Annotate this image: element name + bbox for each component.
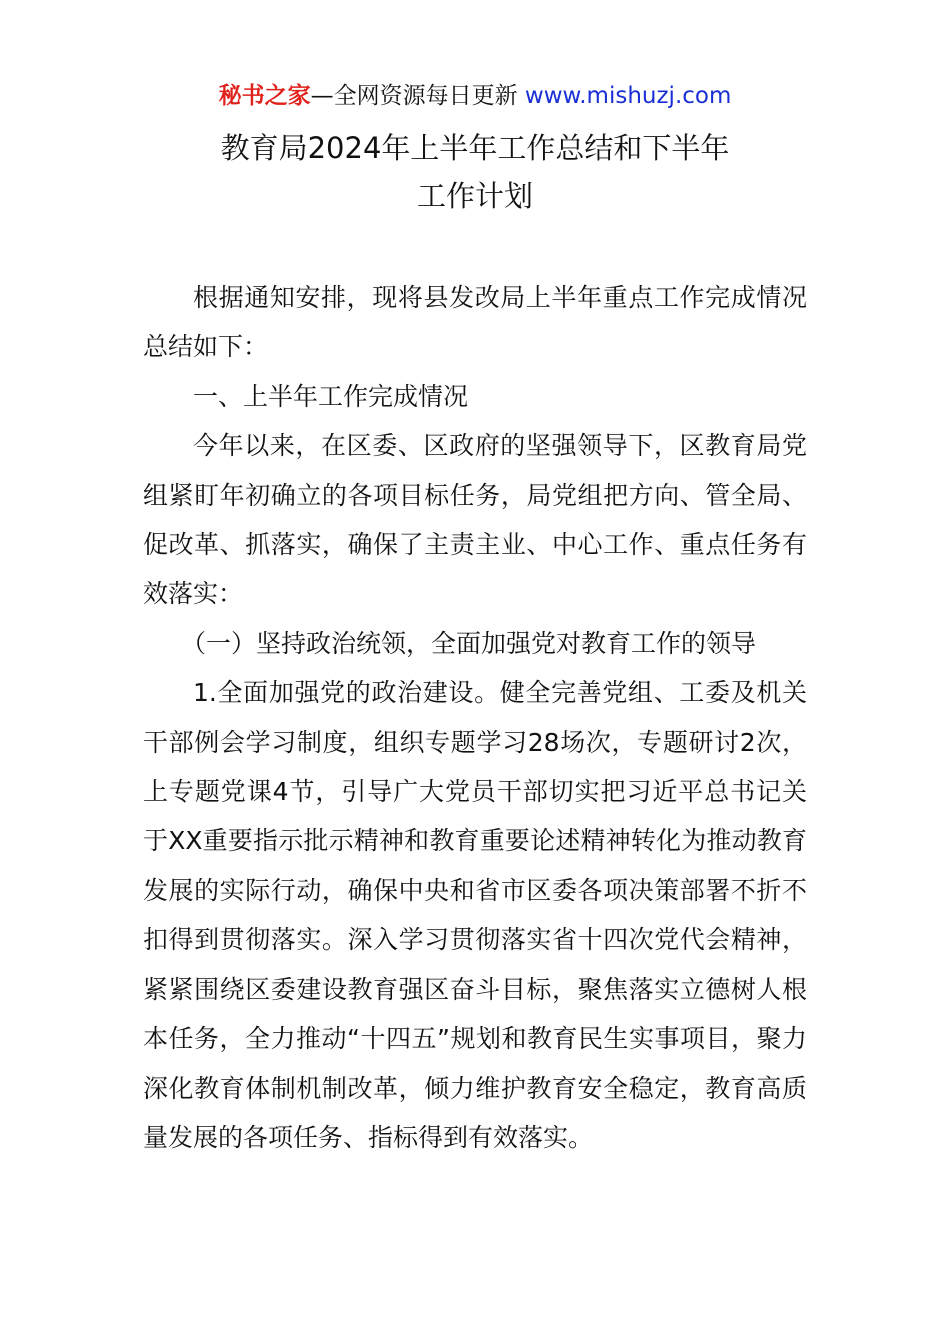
- header-tagline: —全网资源每日更新: [310, 83, 525, 109]
- paragraph-overview: 今年以来，在区委、区政府的坚强领导下，区教育局党组紧盯年初确立的各项目标任务，局党组把方向、管全局、促改革、抓落实，确保了主责主业、中心工作、重点任务有效落实：: [143, 431, 807, 609]
- section-heading-1: 一、上半年工作完成情况: [193, 381, 469, 411]
- site-header: [0, 80, 950, 112]
- document-body: [143, 273, 807, 1162]
- brand-name: 秘书之家: [218, 83, 311, 109]
- document-title-line-1: 教育局2024年上半年工作总结和下半年: [220, 131, 730, 165]
- subsection-heading-1: （一）坚持政治统领，全面加强党对教育工作的领导: [181, 628, 757, 658]
- site-url-link[interactable]: www.mishuzj.com: [524, 83, 732, 109]
- paragraph-party-building: 1.全面加强党的政治建设。健全完善党组、工委及机关干部例会学习制度，组织专题学习28场次，专题研讨2次，上专题党课4节，引导广大党员干部切实把习近平总书记关于XX重要指示批示精神和教育重要论述精神转化为推动教育发展的实际行动，确保中央和省市区委各项决策部署不折不扣得到贯彻落实。深入学习贯彻落实省十四次党代会精神，紧紧围绕区委建设教育强区奋斗目标，聚焦落实立德树人根本任务，全力推动“十四五”规划和教育民生实事项目，聚力深化教育体制机制改革，倾力维护教育安全稳定，教育高质量发展的各项任务、指标得到有效落实。: [143, 678, 807, 1152]
- document-title-line-2: 工作计划: [416, 179, 533, 213]
- paragraph-intro: 根据通知安排，现将县发改局上半年重点工作完成情况总结如下：: [143, 283, 807, 362]
